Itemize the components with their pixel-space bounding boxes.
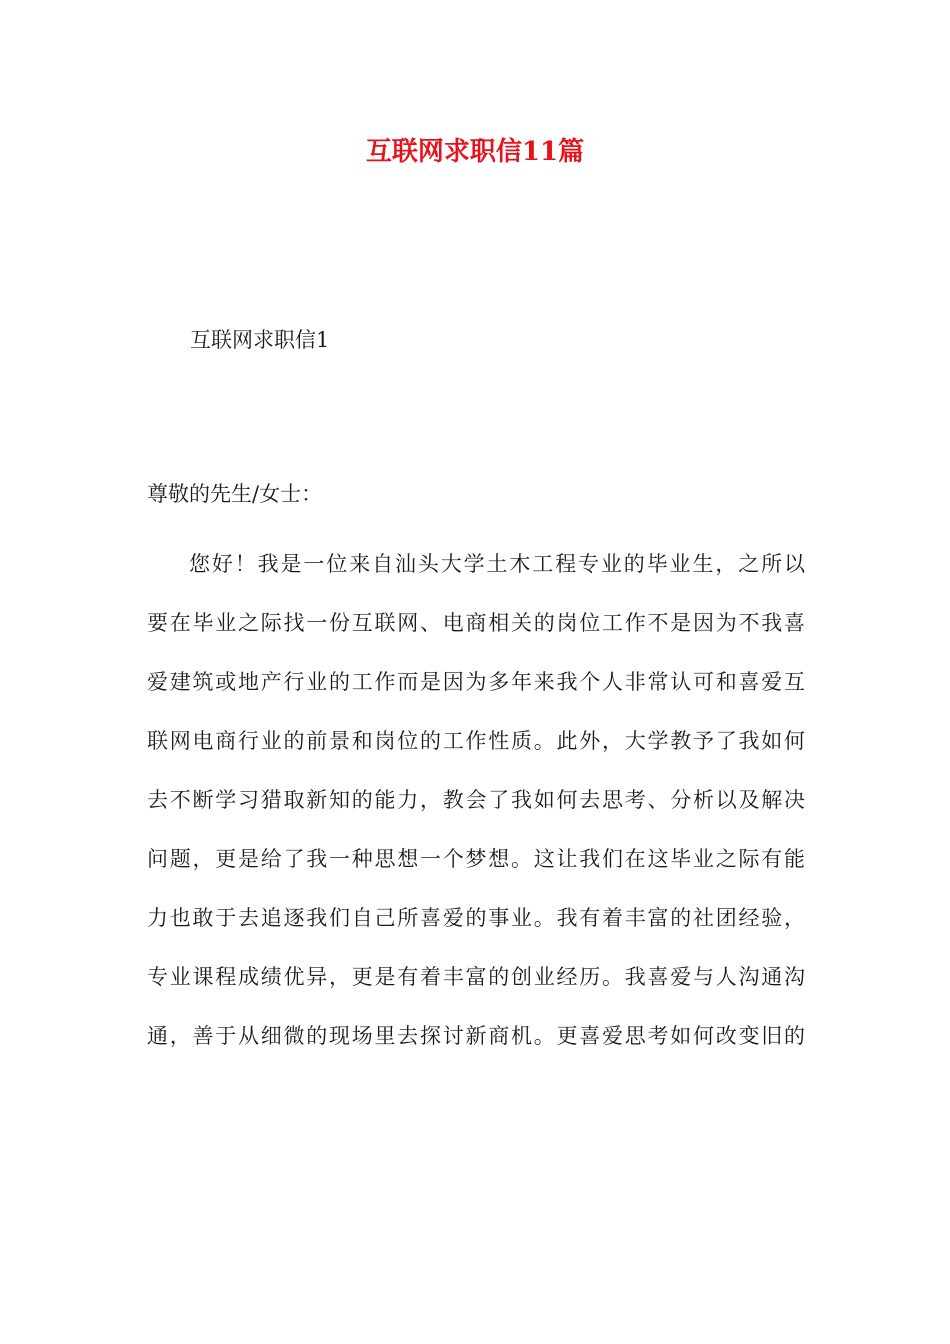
body-line: 爱建筑或地产行业的工作而是因为多年来我个人非常认可和喜爱互: [147, 670, 805, 694]
document-title: 互联网求职信11篇: [365, 137, 585, 167]
body-line: 联网电商行业的前景和岗位的工作性质。此外，大学教予了我如何: [147, 729, 805, 753]
body-line: 问题，更是给了我一种思想一个梦想。这让我们在这毕业之际有能: [147, 847, 805, 871]
letter-body: [147, 544, 807, 1075]
body-line: 专业课程成绩优异，更是有着丰富的创业经历。我喜爱与人沟通沟: [147, 965, 805, 989]
body-line: 去不断学习猎取新知的能力，教会了我如何去思考、分析以及解决: [147, 788, 805, 812]
body-line: 您好！我是一位来自汕头大学土木工程专业的毕业生，之所以: [189, 552, 805, 576]
section-heading: 互联网求职信1: [190, 328, 330, 352]
body-line: 力也敢于去追逐我们自己所喜爱的事业。我有着丰富的社团经验，: [147, 906, 805, 930]
body-line: 要在毕业之际找一份互联网、电商相关的岗位工作不是因为不我喜: [147, 611, 805, 635]
salutation: 尊敬的先生/女士：: [147, 482, 323, 506]
body-line: 通，善于从细微的现场里去探讨新商机。更喜爱思考如何改变旧的: [147, 1024, 805, 1048]
